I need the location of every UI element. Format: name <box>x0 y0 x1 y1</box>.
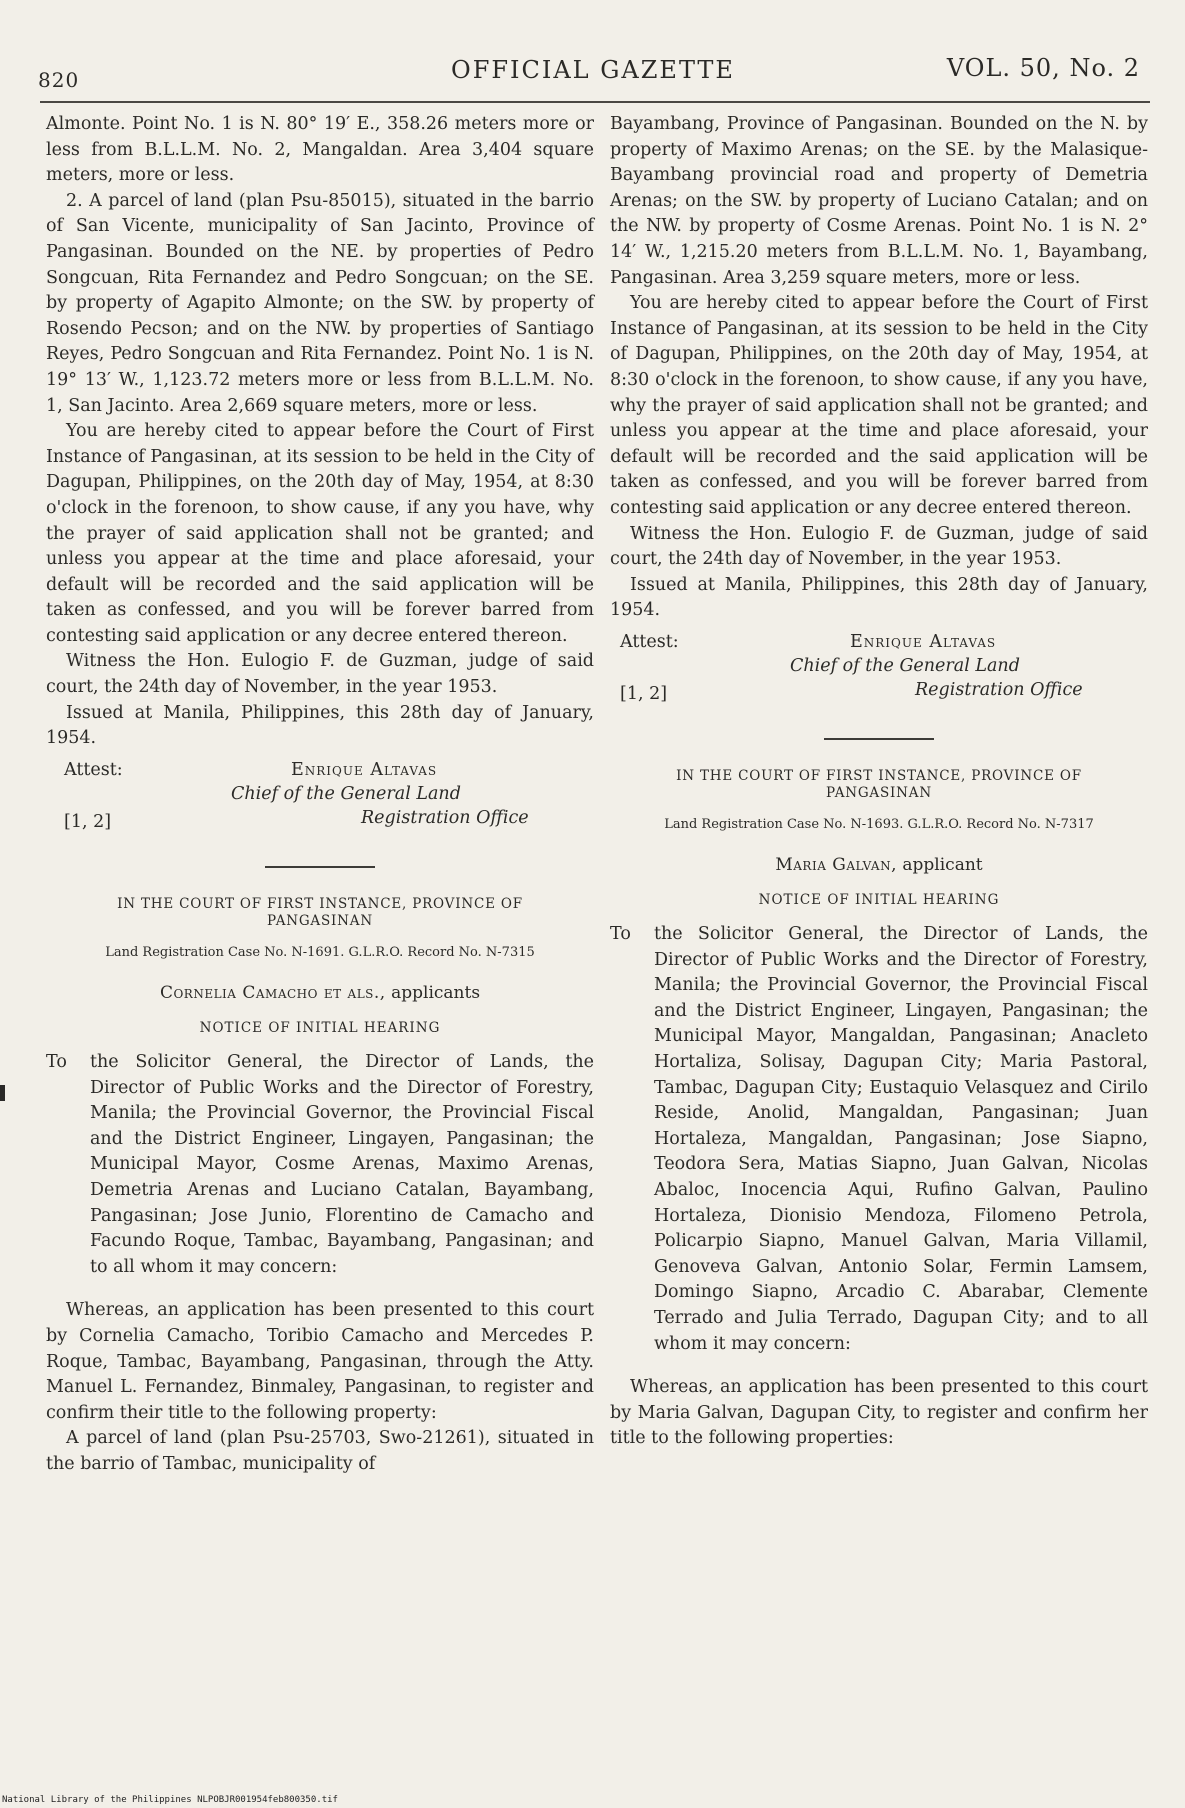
attest-label: Attest: <box>620 631 679 652</box>
case-number: Land Registration Case No. N-1691. G.L.R.O. Record No. N-7315 <box>105 944 535 960</box>
paragraph: 2. A parcel of land (plan Psu-85015), situated in the barrio of San Vicente, municipality of San Jacinto, Province of Pangasinan. Bounded on the NE. by properties of Pedro Songcuan, Rita Fernandez and Pedro Songcuan; on the SE. by property of Agapito Almonte; on the SW. by property of Rosendo Pecson; and on the NW. by properties of Santiago Reyes, Pedro Songcuan and Rita Fernandez. Point No. 1 is N. 19° 13′ W., 1,123.72 meters more or less from B.L.L.M. No. 1, San Jacinto. Area 2,669 square meters, more or less. <box>46 190 594 416</box>
applicant-name: Cornelia Camacho et als., <box>159 982 386 1003</box>
paragraph: A parcel of land (plan Psu-25703, Swo-21261), situated in the barrio of Tambac, municipality of <box>46 1428 594 1474</box>
notice-title: NOTICE OF INITIAL HEARING <box>758 892 1000 909</box>
addressees <box>46 1050 594 1280</box>
to-word: To <box>610 924 631 945</box>
applicant-line <box>46 981 594 1007</box>
paragraph: Whereas, an application has been presented to this court by Cornelia Camacho, Toribio Camacho and Mercedes P. Roque, Tambac, Bayambang, Pangasinan, through the Atty. Manuel L. Fernandez, Binmaley, Pangasinan, to register and confirm their title to the following property: <box>46 1300 594 1423</box>
court-heading: IN THE COURT OF FIRST INSTANCE, PROVINCE OF PANGASINAN <box>676 767 1082 801</box>
paragraph: You are hereby cited to appear before the Court of First Instance of Pangasinan, at its session to be held in the City of Dagupan, Philippines, on the 20th day of May, 1954, at 8:30 o'clock in the forenoon, to show cause, if any you have, why the prayer of said application shall not be granted; and unless you appear at the time and place aforesaid, your default will be recorded and the said application will be taken as confessed, and you will be forever barred from contesting said application or any decree entered thereon. <box>46 421 594 646</box>
case-number: Land Registration Case No. N-1693. G.L.R.O. Record No. N-7317 <box>664 816 1094 832</box>
applicant-name: Maria Galvan, <box>775 854 897 875</box>
attest-role: Registration Office <box>361 807 529 828</box>
attest-role: Chief of the General Land <box>231 783 461 804</box>
paragraph: You are hereby cited to appear before the Court of First Instance of Pangasinan, at its session to be held in the City of Dagupan, Philippines, on the 20th day of May, 1954, at 8:30 o'clock in the forenoon, to show cause, if any you have, why the prayer of said application shall not be granted; and unless you appear at the time and place aforesaid, your default will be recorded and the said application will be taken as confessed, and you will be forever barred from contesting said application or any decree entered thereon. <box>610 293 1148 518</box>
applicant-role: applicants <box>391 982 481 1003</box>
paragraph: Issued at Manila, Philippines, this 28th day of January, 1954. <box>46 702 594 749</box>
paragraph: Witness the Hon. Eulogio F. de Guzman, judge of said court, the 24th day of November, in the year 1953. <box>610 523 1148 570</box>
section-divider <box>265 866 375 868</box>
page-number: 820 <box>38 68 80 92</box>
attest-role: Registration Office <box>915 679 1083 700</box>
applicant-line <box>610 853 1148 879</box>
paragraph: Whereas, an application has been presented to this court by Maria Galvan, Dagupan City, to register and confirm her title to the following properties: <box>610 1377 1148 1449</box>
addressee-list: the Solicitor General, the Director of Lands, the Director of Public Works and the Director of Forestry, Manila; the Provincial Governor, the Provincial Fiscal and the District Engineer, Lingayen, Pangasinan; the Municipal Mayor, Cosme Arenas, Maximo Arenas, Demetria Arenas and Luciano Catalan, Bayambang, Pangasinan; Jose Junio, Florentino de Camacho and Facundo Roque, Tambac, Bayambang, Pangasinan; and to all whom it may concern: <box>90 1052 594 1277</box>
page-header <box>38 50 1148 90</box>
paragraph: Almonte. Point No. 1 is N. 80° 19′ E., 358.26 meters more or less from B.L.L.M. No. 2, Mangaldan. Area 3,404 square meters, more or less. <box>46 114 594 186</box>
scan-footer: National Library of the Philippines NLPOBJR001954feb800350.tif <box>2 1795 338 1805</box>
publication-title: OFFICIAL GAZETTE <box>451 56 735 84</box>
attest-role: Chief of the General Land <box>790 655 1020 676</box>
attest-name: Enrique Altavas <box>291 759 438 780</box>
right-column <box>610 112 1148 1452</box>
applicant-role: applicant <box>902 854 983 875</box>
attestation-block <box>46 758 594 840</box>
addressee-list: the Solicitor General, the Director of Lands, the Director of Public Works and the Director of Forestry, Manila; the Provincial Governor, the Provincial Fiscal and the District Engineer, Lingayen, Pangasinan; the Municipal Mayor, Mangaldan, Pangasinan; Anacleto Hortaliza, Solisay, Dagupan City; Maria Pastoral, Tambac, Dagupan City; Eustaquio Velasquez and Cirilo Reside, Anolid, Mangaldan, Pangasinan; Juan Hortaleza, Mangaldan, Pangasinan; Jose Siapno, Teodora Sera, Matias Siapno, Juan Galvan, Nicolas Abaloc, Inocencia Aqui, Rufino Galvan, Paulino Hortaleza, Dionisio Mendoza, Filomeno Petrola, Policarpio Siapno, Manuel Galvan, Maria Villamil, Genoveva Galvan, Antonio Solar, Fermin Lamsem, Domingo Siapno, Arcadio C. Abarabar, Clemente Terrado and Julia Terrado, Dagupan City; and to all whom it may concern: <box>654 924 1148 1354</box>
section-divider <box>824 738 934 740</box>
attest-name: Enrique Altavas <box>850 631 997 652</box>
paragraph: Bayambang, Province of Pangasinan. Bounded on the N. by property of Maximo Arenas; on the SE. by the Malasique-Bayambang provincial road and property of Demetria Arenas; on the SW. by property of Luciano Catalan; and on the NW. by property of Cosme Arenas. Point No. 1 is N. 2° 14′ W., 1,215.20 meters from B.L.L.M. No. 1, Bayambang, Pangasinan. Area 3,259 square meters, more or less. <box>610 114 1148 288</box>
header-rule <box>40 101 1150 103</box>
court-heading: IN THE COURT OF FIRST INSTANCE, PROVINCE OF PANGASINAN <box>117 895 523 929</box>
to-word: To <box>46 1052 67 1073</box>
attestation-block <box>610 630 1148 712</box>
volume-number: VOL. 50, No. 2 <box>946 54 1140 82</box>
addressees <box>610 922 1148 1357</box>
attest-label: Attest: <box>64 759 123 780</box>
notice-title: NOTICE OF INITIAL HEARING <box>199 1020 441 1037</box>
paragraph: Witness the Hon. Eulogio F. de Guzman, judge of said court, the 24th day of November, in the year 1953. <box>46 651 594 698</box>
reference-number: [1, 2] <box>64 811 112 832</box>
scan-edge-mark <box>0 1085 5 1101</box>
left-column <box>46 112 594 1478</box>
reference-number: [1, 2] <box>620 683 668 704</box>
paragraph: Issued at Manila, Philippines, this 28th day of January, 1954. <box>610 574 1148 621</box>
